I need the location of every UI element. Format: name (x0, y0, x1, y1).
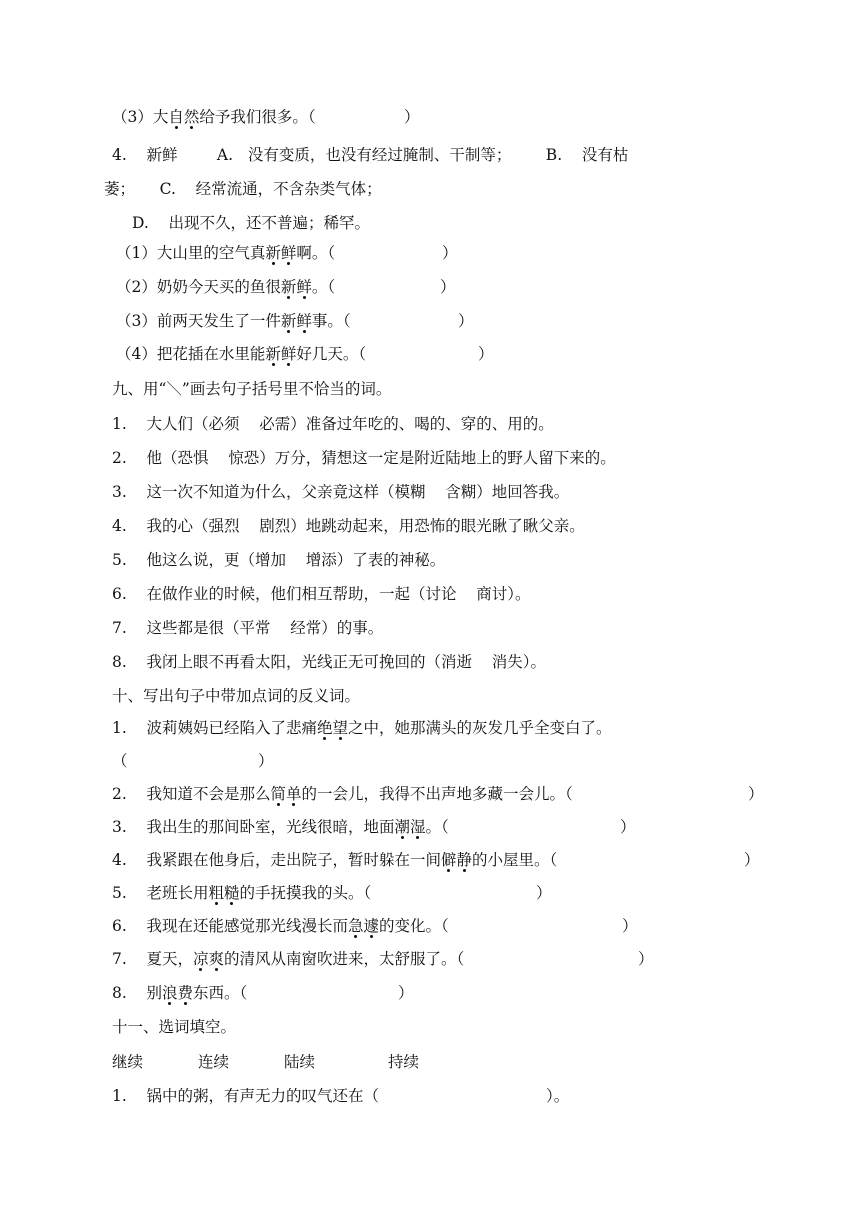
section11-title: 十一、选词填空。 (112, 1018, 237, 1036)
section10-item1-close: ） (258, 752, 274, 770)
section10-item-close: ） (622, 917, 638, 935)
section9-item: 3. 这一次不知道为什么，父亲竟这样（模糊 含糊）地回答我。 (112, 483, 570, 501)
section9-item: 4. 我的心（强烈 剧烈）地跳动起来，用恐怖的眼光瞅了瞅父亲。 (112, 517, 585, 535)
section9-item: 5. 他这么说，更（增加 增添）了表的神秘。 (112, 551, 446, 569)
section10-item: 8. 别浪费东西。（ (112, 984, 248, 1002)
section9-item: 6. 在做作业的时候，他们相互帮助，一起（讨论 商讨）。 (112, 585, 531, 603)
section9-item: 7. 这些都是很（平常 经常）的事。 (112, 619, 384, 637)
section10-item: 7. 夏天，凉爽的清风从南窗吹进来，太舒服了。（ (112, 950, 465, 968)
q8-3-line: （3）大自然给予我们很多。（ (112, 108, 316, 126)
q8-3-close: ） (404, 108, 420, 126)
section10-item-close: ） (748, 785, 764, 803)
section10-title: 十、写出句子中带加点词的反义词。 (112, 687, 361, 705)
q8-4-item-close: ） (458, 312, 474, 330)
word-option: 继续 (112, 1053, 144, 1071)
q8-4-item: （4）把花插在水里能新鲜好几天。（ (116, 345, 367, 363)
section10-item: 2. 我知道不会是那么简单的一会儿，我得不出声地多藏一会儿。（ (112, 785, 573, 803)
word-option: 连续 (198, 1053, 230, 1071)
q8-4-item-close: ） (478, 345, 494, 363)
q8-4-item: （1）大山里的空气真新鲜啊。（ (116, 244, 336, 262)
word-option: 持续 (388, 1053, 420, 1071)
q8-4-item-close: ） (440, 278, 456, 296)
q8-4-head: 4. 新鲜 A. 没有变质，也没有经过腌制、干制等； B. 没有枯 (112, 146, 629, 164)
section10-item: 5. 老班长用粗糙的手抚摸我的头。（ (112, 884, 372, 902)
section11-q1: 1. 锅中的粥，有声无力的叹气还在（ (112, 1087, 379, 1105)
q8-4-item-close: ） (442, 244, 458, 262)
section11-q1-close: ）。 (546, 1087, 570, 1105)
q8-4-item: （2）奶奶今天买的鱼很新鲜。（ (116, 278, 336, 296)
section10-item: 6. 我现在还能感觉那光线漫长而急遽的变化。（ (112, 917, 449, 935)
section9-item: 8. 我闭上眼不再看太阳，光线正无可挽回的（消逝 消失）。 (112, 653, 546, 671)
section9-item: 1. 大人们（必须 必需）准备过年吃的、喝的、穿的、用的。 (112, 415, 554, 433)
section10-item: 1. 波莉姨妈已经陷入了悲痛绝望之中，她那满头的灰发几乎全变白了。 (112, 719, 612, 737)
section10-item-close: ） (638, 950, 654, 968)
section10-item-close: ） (744, 851, 760, 869)
q8-4-line2: 萎； C. 经常流通，不含杂类气体； (104, 180, 382, 198)
section9-item: 2. 他（恐惧 惊恐）万分，猜想这一定是附近陆地上的野人留下来的。 (112, 449, 616, 467)
section10-item-close: ） (398, 984, 414, 1002)
section10-item: 3. 我出生的那间卧室，光线很暗，地面潮湿。（ (112, 818, 449, 836)
section10-item: 4. 我紧跟在他身后，走出院子，暂时躲在一间僻静的小屋里。（ (112, 851, 558, 869)
section10-item-close: ） (620, 818, 636, 836)
section10-item-close: ） (536, 884, 552, 902)
section9-title: 九、用“＼”画去句子括号里不恰当的词。 (112, 380, 392, 398)
section10-item1-open: （ (112, 752, 128, 770)
word-option: 陆续 (284, 1053, 316, 1071)
q8-4-line3: D. 出现不久，还不普遍；稀罕。 (132, 214, 371, 232)
q8-4-item: （3）前两天发生了一件新鲜事。（ (116, 312, 351, 330)
